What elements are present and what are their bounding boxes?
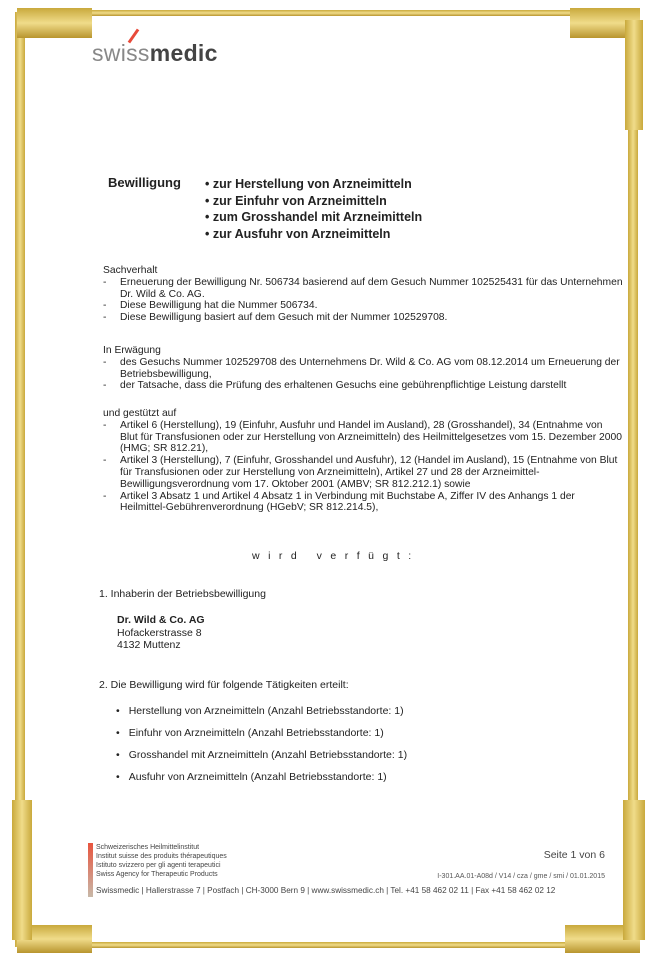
list-item: - der Tatsache, dass die Prüfung des erhaltenen Gesuchs eine gebührenpflichtige Leistung darstellt	[103, 380, 623, 392]
section-heading: Sachverhalt	[103, 265, 158, 276]
purpose-item: • zur Ausfuhr von Arzneimitteln	[205, 226, 422, 243]
corner-bl-v	[12, 800, 32, 940]
institute-en: Swiss Agency for Therapeutic Products	[96, 871, 218, 878]
point2-label: 2. Die Bewilligung wird für folgende Tätigkeiten erteilt:	[99, 679, 349, 691]
footer-address: Swissmedic | Hallerstrasse 7 | Postfach | CH-3000 Bern 9 | www.swissmedic.ch | Tel. +41 58 462 02 11 | Fax +41 58 462 02 12	[96, 886, 556, 895]
list-item: - des Gesuchs Nummer 102529708 des Unternehmens Dr. Wild & Co. AG vom 08.12.2014 um Erneuerung der Betriebsbewilligung,	[103, 357, 623, 381]
frame-bottom	[25, 942, 625, 948]
corner-tl	[17, 8, 92, 38]
activity-list	[116, 700, 407, 788]
activity-item: • Grosshandel mit Arzneimitteln (Anzahl Betriebsstandorte: 1)	[116, 744, 407, 766]
holder-name: Dr. Wild & Co. AG	[117, 614, 205, 626]
section-erwaegung	[103, 345, 623, 392]
activity-item: • Herstellung von Arzneimitteln (Anzahl Betriebsstandorte: 1)	[116, 700, 407, 722]
section-heading: und gestützt auf	[103, 408, 177, 419]
footer-color-bar	[88, 843, 93, 897]
logo-bold: medic	[149, 40, 218, 66]
document-reference: I-301.AA.01-A08d / V14 / cza / gme / smi / 01.01.2015	[437, 873, 605, 880]
logo-light: swiss	[92, 40, 150, 66]
document-title: Bewilligung	[108, 175, 181, 190]
section-sachverhalt	[103, 265, 623, 324]
holder-street: Hofackerstrasse 8	[117, 626, 202, 639]
purpose-item: • zur Herstellung von Arzneimitteln	[205, 176, 422, 193]
activity-item: • Ausfuhr von Arzneimitteln (Anzahl Betriebsstandorte: 1)	[116, 766, 407, 788]
holder-address	[117, 614, 205, 652]
list-item: - Artikel 6 (Herstellung), 19 (Einfuhr, Ausfuhr und Handel im Ausland), 28 (Grosshandel), 34 (Entnahme von Blut für Transfusionen oder zur Herstellung von Arzneimitteln) des Heilmittelgesetzes vom 15. Dezember 2000 (HMG; SR 812.21),	[103, 420, 623, 455]
institute-de: Schweizerisches Heilmittelinstitut	[96, 844, 200, 851]
list-item: - Erneuerung der Bewilligung Nr. 506734 basierend auf dem Gesuch Nummer 102525431 für das Unternehmen Dr. Wild & Co. AG.	[103, 277, 623, 301]
list-item: - Diese Bewilligung hat die Nummer 506734.	[103, 300, 623, 312]
activity-item: • Einfuhr von Arzneimitteln (Anzahl Betriebsstandorte: 1)	[116, 722, 407, 744]
corner-tr-v	[625, 20, 643, 130]
list-item: - Artikel 3 Absatz 1 und Artikel 4 Absatz 1 in Verbindung mit Buchstabe A, Ziffer IV des Anhangs 1 der Heilmittel-Gebührenverordnung (HGebV; SR 812.214.5),	[103, 491, 623, 515]
list-item: - Diese Bewilligung basiert auf dem Gesuch mit der Nummer 102529708.	[103, 312, 623, 324]
institute-fr: Institut suisse des produits thérapeutiques	[96, 853, 227, 860]
institute-it: Istituto svizzero per gli agenti terapeutici	[96, 862, 221, 869]
page-number: Seite 1 von 6	[543, 849, 605, 861]
holder-city: 4132 Muttenz	[117, 639, 181, 651]
purpose-list	[205, 176, 422, 242]
purpose-item: • zum Grosshandel mit Arzneimitteln	[205, 209, 422, 226]
frame-top	[25, 10, 625, 16]
section-heading: In Erwägung	[103, 345, 161, 356]
corner-br-v	[623, 800, 645, 940]
footer-institute	[96, 843, 227, 879]
verfuegt-heading: wird verfügt:	[252, 550, 420, 562]
purpose-item: • zur Einfuhr von Arzneimitteln	[205, 193, 422, 210]
list-item: - Artikel 3 (Herstellung), 7 (Einfuhr, Grosshandel und Ausfuhr), 12 (Handel im Ausland), 15 (Entnahme von Blut für Transfusionen oder zur Herstellung von Arzneimitteln), Artikel 27 und 28 der Arzneimittel-Bewilligungsverordnung vom 17. Oktober 2001 (AMBV; SR 812.212.1) sowie	[103, 455, 623, 490]
section-gestuetzt	[103, 408, 623, 514]
point1-label: 1. Inhaberin der Betriebsbewilligung	[99, 588, 266, 600]
swissmedic-logo	[92, 40, 218, 67]
